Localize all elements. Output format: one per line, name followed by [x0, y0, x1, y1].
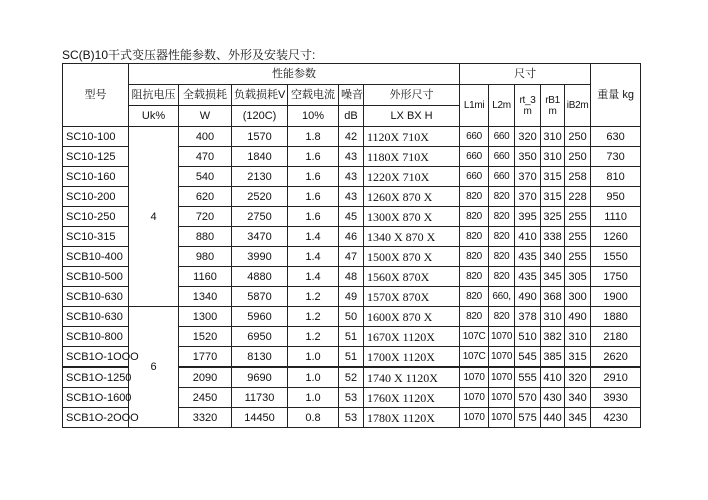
weight-cell: 4230	[591, 408, 641, 428]
load-loss-unit: (120C)	[232, 106, 288, 127]
l2-cell: 820	[489, 227, 515, 247]
impedance-header: 阻抗电压	[129, 85, 179, 106]
l1-cell: 660	[460, 127, 489, 147]
l1-cell: 1070	[460, 367, 489, 388]
outline-cell: 1600X 870 X	[364, 307, 460, 327]
rb1-header: rB1 m	[541, 85, 565, 127]
noload-current-cell: 1.6	[288, 147, 339, 167]
l2-cell: 660,	[489, 287, 515, 307]
rb1-cell: 430	[541, 388, 565, 408]
rb1-cell: 368	[541, 287, 565, 307]
noise-cell: 45	[339, 207, 364, 227]
table-caption: SC(B)10干式变压器性能参数、外形及安装尺寸:	[62, 48, 316, 62]
full-loss-cell: 400	[179, 127, 232, 147]
noise-cell: 46	[339, 227, 364, 247]
full-loss-cell: 2090	[179, 367, 232, 388]
load-loss-header: 负载损耗V	[232, 85, 288, 106]
full-loss-cell: 980	[179, 247, 232, 267]
l2-cell: 820	[489, 307, 515, 327]
rt3-cell: 410	[515, 227, 541, 247]
ib2-cell: 320	[565, 367, 591, 388]
l1-cell: 820	[460, 307, 489, 327]
rb1-cell: 315	[541, 167, 565, 187]
weight-cell: 630	[591, 127, 641, 147]
weight-cell: 1550	[591, 247, 641, 267]
noload-current-cell: 1.4	[288, 247, 339, 267]
table-row	[63, 307, 641, 327]
outline-cell: 1340 X 870 X	[364, 227, 460, 247]
model-cell: SCB1O-2OOO	[63, 408, 129, 428]
ib2-cell: 310	[565, 327, 591, 347]
rt3-cell: 435	[515, 267, 541, 287]
load-loss-cell: 4880	[232, 267, 288, 287]
ib2-cell: 228	[565, 187, 591, 207]
model-header: 型号	[63, 64, 129, 127]
weight-cell: 730	[591, 147, 641, 167]
noload-current-cell: 1.6	[288, 167, 339, 187]
weight-cell: 810	[591, 167, 641, 187]
weight-cell: 1900	[591, 287, 641, 307]
full-loss-cell: 620	[179, 187, 232, 207]
l1-cell: 660	[460, 147, 489, 167]
l2-cell: 1070	[489, 388, 515, 408]
full-loss-cell: 1300	[179, 307, 232, 327]
rt3-cell: 350	[515, 147, 541, 167]
model-cell: SC10-250	[63, 207, 129, 227]
load-loss-cell: 2750	[232, 207, 288, 227]
noise-cell: 53	[339, 408, 364, 428]
l1-cell: 1070	[460, 388, 489, 408]
l2-cell: 820	[489, 247, 515, 267]
load-loss-cell: 1840	[232, 147, 288, 167]
load-loss-cell: 5870	[232, 287, 288, 307]
load-loss-cell: 14450	[232, 408, 288, 428]
transformer-spec-table	[62, 63, 641, 428]
l1-cell: 107C	[460, 327, 489, 347]
model-cell: SCB1O-1600	[63, 388, 129, 408]
rt3-cell: 320	[515, 127, 541, 147]
model-cell: SC10-100	[63, 127, 129, 147]
l2-cell: 660	[489, 167, 515, 187]
noload-current-cell: 1.0	[288, 347, 339, 368]
rt3-cell: 490	[515, 287, 541, 307]
full-loss-cell: 1770	[179, 347, 232, 368]
ib2-cell: 258	[565, 167, 591, 187]
noload-current-cell: 1.8	[288, 127, 339, 147]
weight-cell: 1110	[591, 207, 641, 227]
rb1-cell: 338	[541, 227, 565, 247]
l2-cell: 820	[489, 267, 515, 287]
load-loss-cell: 1570	[232, 127, 288, 147]
outline-cell: 1560X 870X	[364, 267, 460, 287]
ib2-cell: 255	[565, 247, 591, 267]
noload-current-cell: 1.0	[288, 367, 339, 388]
rt3-cell: 555	[515, 367, 541, 388]
noload-current-cell: 1.0	[288, 388, 339, 408]
weight-cell: 1880	[591, 307, 641, 327]
l1-cell: 820	[460, 287, 489, 307]
load-loss-cell: 2130	[232, 167, 288, 187]
rt3-cell: 510	[515, 327, 541, 347]
full-loss-cell: 720	[179, 207, 232, 227]
full-loss-cell: 880	[179, 227, 232, 247]
outline-cell: 1780X 1120X	[364, 408, 460, 428]
rt3-cell: 435	[515, 247, 541, 267]
model-cell: SCB10-630	[63, 287, 129, 307]
l1-cell: 1070	[460, 408, 489, 428]
l1-cell: 820	[460, 227, 489, 247]
outline-cell: 1670X 1120X	[364, 327, 460, 347]
rb1-cell: 340	[541, 247, 565, 267]
rb1-cell: 345	[541, 267, 565, 287]
outline-cell: 1220X 710X	[364, 167, 460, 187]
weight-cell: 950	[591, 187, 641, 207]
ib2-cell: 255	[565, 227, 591, 247]
full-loss-cell: 1520	[179, 327, 232, 347]
noise-unit: dB	[339, 106, 364, 127]
full-loss-cell: 540	[179, 167, 232, 187]
ib2-cell: 250	[565, 127, 591, 147]
l1-cell: 820	[460, 207, 489, 227]
outline-cell: 1500X 870 X	[364, 247, 460, 267]
rb1-cell: 310	[541, 127, 565, 147]
impedance-group-cell: 4	[129, 127, 179, 307]
full-loss-cell: 3320	[179, 408, 232, 428]
noise-cell: 51	[339, 327, 364, 347]
ib2-cell: 300	[565, 287, 591, 307]
outline-cell: 1260X 870 X	[364, 187, 460, 207]
weight-cell: 1750	[591, 267, 641, 287]
impedance-group-cell: 6	[129, 307, 179, 428]
weight-cell: 2180	[591, 327, 641, 347]
noload-current-header: 空载电流	[288, 85, 339, 106]
rt3-cell: 395	[515, 207, 541, 227]
noise-cell: 53	[339, 388, 364, 408]
noload-current-cell: 0.8	[288, 408, 339, 428]
l2-cell: 1070	[489, 367, 515, 388]
noload-current-cell: 1.6	[288, 207, 339, 227]
weight-header: 重量 kg	[591, 64, 641, 127]
ib2-cell: 305	[565, 267, 591, 287]
l2-cell: 820	[489, 207, 515, 227]
noload-current-cell: 1.6	[288, 187, 339, 207]
ib2-cell: 340	[565, 388, 591, 408]
rb1-cell: 382	[541, 327, 565, 347]
impedance-unit: Uk%	[129, 106, 179, 127]
l2-cell: 1070	[489, 347, 515, 368]
l1-cell: 820	[460, 187, 489, 207]
model-cell: SC10-315	[63, 227, 129, 247]
l2-cell: 1070	[489, 408, 515, 428]
model-cell: SCB1O-1250	[63, 367, 129, 388]
model-cell: SCB10-400	[63, 247, 129, 267]
noise-cell: 50	[339, 307, 364, 327]
full-loss-unit: W	[179, 106, 232, 127]
l2-cell: 1070	[489, 327, 515, 347]
load-loss-cell: 8130	[232, 347, 288, 368]
l2-header: L2m	[489, 85, 515, 127]
noise-header: 噪音	[339, 85, 364, 106]
noise-cell: 43	[339, 187, 364, 207]
rb1-cell: 325	[541, 207, 565, 227]
load-loss-cell: 9690	[232, 367, 288, 388]
load-loss-cell: 5960	[232, 307, 288, 327]
header-row-1	[63, 64, 641, 85]
noise-cell: 52	[339, 367, 364, 388]
performance-header: 性能参数	[129, 64, 460, 85]
rt3-cell: 378	[515, 307, 541, 327]
rt3-cell: 575	[515, 408, 541, 428]
model-cell: SCB10-500	[63, 267, 129, 287]
outline-cell: 1700X 1120X	[364, 347, 460, 368]
rt3-cell: 370	[515, 187, 541, 207]
noise-cell: 43	[339, 167, 364, 187]
noload-current-unit: 10%	[288, 106, 339, 127]
rb1-cell: 410	[541, 367, 565, 388]
outline-cell: 1760X 1120X	[364, 388, 460, 408]
rb1-cell: 440	[541, 408, 565, 428]
table-row	[63, 127, 641, 147]
noise-cell: 49	[339, 287, 364, 307]
full-loss-cell: 1160	[179, 267, 232, 287]
l1-cell: 820	[460, 267, 489, 287]
l1-header: L1mi	[460, 85, 489, 127]
model-cell: SCB10-630	[63, 307, 129, 327]
rt3-header: rt_3 m	[515, 85, 541, 127]
weight-cell: 2910	[591, 367, 641, 388]
outline-header: 外形尺寸	[364, 85, 460, 106]
rb1-cell: 315	[541, 187, 565, 207]
noload-current-cell: 1.2	[288, 287, 339, 307]
full-loss-header: 全载损耗	[179, 85, 232, 106]
noise-cell: 51	[339, 347, 364, 368]
dimensions-header: 尺寸	[460, 64, 591, 85]
rt3-cell: 545	[515, 347, 541, 368]
noload-current-cell: 1.4	[288, 227, 339, 247]
outline-unit: LX BX H	[364, 106, 460, 127]
ib2-cell: 250	[565, 147, 591, 167]
outline-cell: 1740 X 1120X	[364, 367, 460, 388]
load-loss-cell: 11730	[232, 388, 288, 408]
weight-cell: 3930	[591, 388, 641, 408]
ib2-header: iB2m	[565, 85, 591, 127]
full-loss-cell: 2450	[179, 388, 232, 408]
rb1-cell: 385	[541, 347, 565, 368]
noise-cell: 43	[339, 147, 364, 167]
l2-cell: 820	[489, 187, 515, 207]
full-loss-cell: 470	[179, 147, 232, 167]
ib2-cell: 345	[565, 408, 591, 428]
noise-cell: 48	[339, 267, 364, 287]
noise-cell: 47	[339, 247, 364, 267]
outline-cell: 1300X 870 X	[364, 207, 460, 227]
l1-cell: 107C	[460, 347, 489, 368]
outline-cell: 1570X 870X	[364, 287, 460, 307]
noload-current-cell: 1.2	[288, 327, 339, 347]
l1-cell: 660	[460, 167, 489, 187]
rb1-cell: 310	[541, 307, 565, 327]
load-loss-cell: 3470	[232, 227, 288, 247]
full-loss-cell: 1340	[179, 287, 232, 307]
model-cell: SCB10-800	[63, 327, 129, 347]
model-cell: SC10-125	[63, 147, 129, 167]
rb1-cell: 310	[541, 147, 565, 167]
weight-cell: 2620	[591, 347, 641, 368]
ib2-cell: 315	[565, 347, 591, 368]
ib2-cell: 255	[565, 207, 591, 227]
noload-current-cell: 1.2	[288, 307, 339, 327]
rt3-cell: 370	[515, 167, 541, 187]
noload-current-cell: 1.4	[288, 267, 339, 287]
l2-cell: 660	[489, 147, 515, 167]
rt3-cell: 570	[515, 388, 541, 408]
outline-cell: 1120X 710X	[364, 127, 460, 147]
header-row-2	[63, 85, 641, 106]
weight-cell: 1260	[591, 227, 641, 247]
l1-cell: 820	[460, 247, 489, 267]
model-cell: SC10-160	[63, 167, 129, 187]
noise-cell: 42	[339, 127, 364, 147]
load-loss-cell: 6950	[232, 327, 288, 347]
ib2-cell: 490	[565, 307, 591, 327]
outline-cell: 1180X 710X	[364, 147, 460, 167]
model-cell: SC10-200	[63, 187, 129, 207]
model-cell: SCB1O-1OOO	[63, 347, 129, 368]
load-loss-cell: 3990	[232, 247, 288, 267]
load-loss-cell: 2520	[232, 187, 288, 207]
l2-cell: 660	[489, 127, 515, 147]
